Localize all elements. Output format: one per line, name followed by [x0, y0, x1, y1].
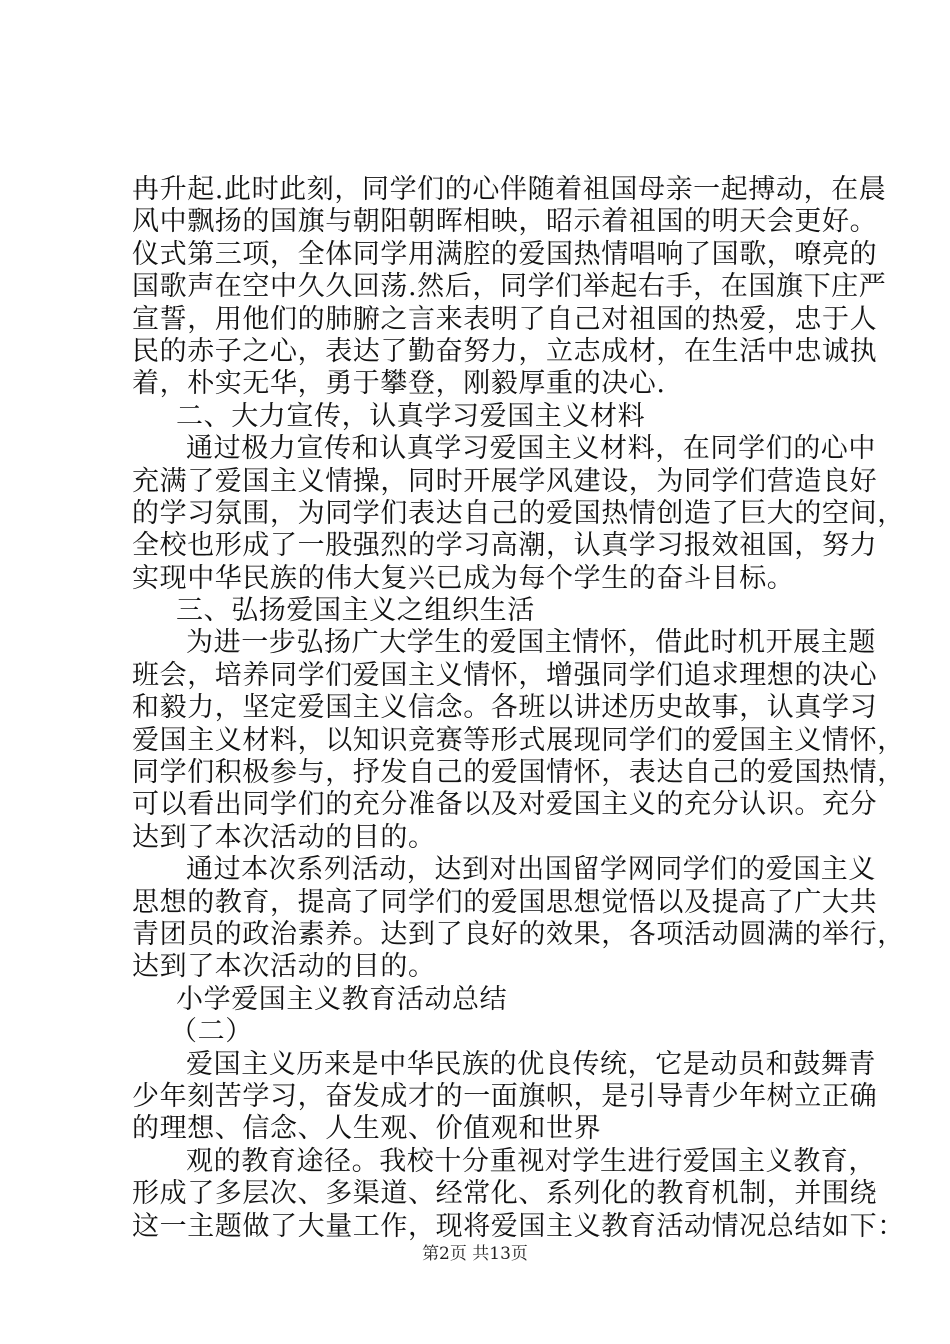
text-line: 可以看出同学们的充分准备以及对爱国主义的充分认识。充分	[132, 789, 878, 821]
text-line: 班会，培养同学们爱国主义情怀，增强同学们追求理想的决心	[132, 659, 878, 691]
text-line: 爱国主义材料，以知识竞赛等形式展现同学们的爱国主义情怀，	[132, 724, 905, 756]
text-line: 达到了本次活动的目的。	[132, 951, 436, 983]
text-line: 为进一步弘扬广大学生的爱国主情怀，借此时机开展主题	[186, 627, 876, 659]
text-line: 充满了爱国主义情操，同时开展学风建设，为同学们营造良好	[132, 465, 878, 497]
text-line: 冉升起.此时此刻，同学们的心伴随着祖国母亲一起搏动，在晨	[132, 174, 887, 205]
section-heading: 三、弘扬爱国主义之组织生活	[176, 595, 535, 627]
text-line: 这一主题做了大量工作，现将爱国主义教育活动情况总结如下：	[132, 1210, 905, 1242]
text-line: 宣誓，用他们的肺腑之言来表明了自己对祖国的热爱，忠于人	[132, 303, 878, 335]
document-body	[132, 174, 905, 1243]
text-line: 观的教育途径。我校十分重视对学生进行爱国主义教育，	[186, 1145, 876, 1177]
text-line: 全校也形成了一股强烈的学习高潮，认真学习报效祖国，努力	[132, 530, 878, 562]
text-line: 通过本次系列活动，达到对出国留学网同学们的爱国主义	[186, 854, 876, 886]
text-line: 民的赤子之心，表达了勤奋努力，立志成材，在生活中忠诚执	[132, 335, 878, 367]
text-line: 同学们积极参与，抒发自己的爱国情怀，表达自己的爱国热情，	[132, 757, 905, 789]
section-heading: 二、大力宣传，认真学习爱国主义材料	[176, 400, 646, 432]
text-line: 风中飘扬的国旗与朝阳朝晖相映，昭示着祖国的明天会更好。	[132, 206, 878, 238]
text-line: 仪式第三项，全体同学用满腔的爱国热情唱响了国歌，嘹亮的	[132, 238, 878, 270]
text-line: 实现中华民族的伟大复兴已成为每个学生的奋斗目标。	[132, 562, 795, 594]
text-line: 思想的教育，提高了同学们的爱国思想觉悟以及提高了广大共	[132, 886, 878, 918]
document-subtitle: 小学爱国主义教育活动总结	[176, 983, 508, 1015]
text-line: 少年刻苦学习，奋发成才的一面旗帜，是引导青少年树立正确	[132, 1080, 878, 1112]
text-line: 通过极力宣传和认真学习爱国主义材料，在同学们的心中	[186, 433, 876, 465]
page-number-footer: 第2页 共13页	[422, 1244, 528, 1264]
text-line: 青团员的政治素养。达到了良好的效果，各项活动圆满的举行，	[132, 918, 905, 950]
text-line: 国歌声在空中久久回荡.然后，同学们举起右手，在国旗下庄严	[132, 271, 887, 303]
text-line: 形成了多层次、多渠道、经常化、系列化的教育机制，并围绕	[132, 1178, 878, 1210]
text-line: 和毅力，坚定爱国主义信念。各班以讲述历史故事，认真学习	[132, 692, 878, 724]
text-line: 着，朴实无华，勇于攀登，刚毅厚重的决心.	[132, 368, 666, 400]
section-number: （二）	[170, 1016, 253, 1048]
text-line: 的理想、信念、人生观、价值观和世界	[132, 1113, 602, 1145]
text-line: 的学习氛围，为同学们表达自己的爱国热情创造了巨大的空间，	[132, 497, 905, 529]
text-line: 达到了本次活动的目的。	[132, 821, 436, 853]
text-line: 爱国主义历来是中华民族的优良传统，它是动员和鼓舞青	[186, 1048, 876, 1080]
